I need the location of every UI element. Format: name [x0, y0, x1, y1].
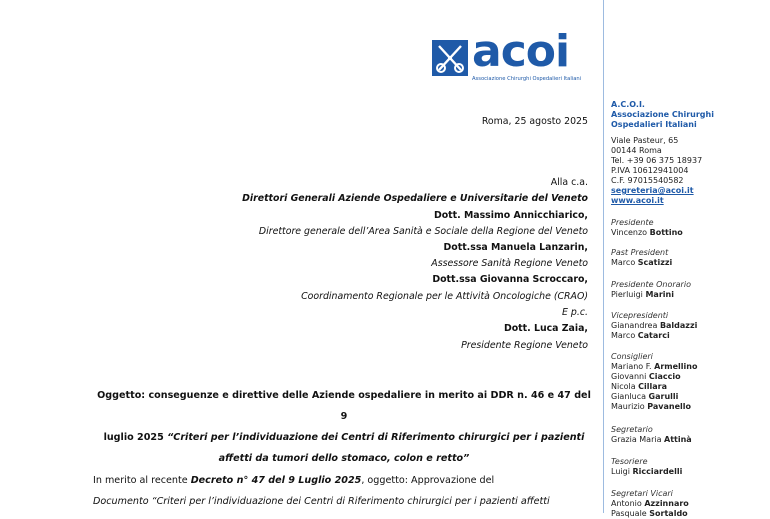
recipient-line: E p.c.: [562, 307, 588, 318]
subject-text: luglio 2025: [103, 432, 168, 443]
member-name: Giovanni Ciaccio: [611, 372, 681, 381]
body-line: [93, 491, 598, 512]
recipient-line: Assessore Sanità Regione Veneto: [431, 258, 588, 269]
body-paragraph: [93, 470, 598, 512]
address-line: Viale Pasteur, 65: [611, 136, 679, 145]
recipient-line: Dott.ssa Giovanna Scroccaro,: [432, 274, 588, 285]
role-title: Segretario: [611, 425, 653, 434]
recipient-line: Dott. Luca Zaia,: [503, 323, 588, 334]
recipient-line: Coordinamento Regionale per le Attività Oncologiche (CRAO): [301, 291, 588, 302]
logo-wordmark: acoi: [472, 26, 570, 77]
member-name: Vincenzo Bottino: [611, 228, 683, 237]
phone-number: Tel. +39 06 375 18937: [611, 156, 703, 165]
crossed-scissors-icon: [432, 40, 468, 76]
subject-line: Oggetto: conseguenze e direttive delle Aziende ospedaliere in merito ai DDR n. 46 e 47 del 9: [97, 390, 591, 422]
member-name: Marco Scatizzi: [611, 258, 673, 267]
subject-title: “Criteri per l’individuazione dei Centri di Riferimento chirurgici per i pazienti: [167, 432, 585, 443]
recipient-line: Presidente Regione Veneto: [461, 340, 588, 351]
role-title: Presidente Onorario: [611, 280, 691, 289]
body-text: In merito al recente: [93, 475, 191, 486]
member-name: Pierluigi Marini: [611, 290, 674, 299]
org-name-line: Associazione Chirurghi: [611, 110, 714, 119]
body-text: , oggetto: Approvazione del: [361, 475, 495, 486]
website-link[interactable]: www.acoi.it: [611, 196, 664, 205]
body-line: [93, 470, 598, 491]
vat-number: P.IVA 10612941004: [611, 166, 689, 175]
acoi-logo: [432, 26, 598, 86]
org-name-line: Ospedalieri Italiani: [611, 120, 697, 129]
member-name: Luigi Ricciardelli: [611, 467, 683, 476]
member-name: Maurizio Pavanello: [611, 402, 692, 411]
role-title: Past President: [611, 248, 669, 257]
attention-line: Alla c.a.: [550, 177, 588, 188]
member-name: Pasquale Sortaldo: [611, 509, 688, 518]
member-name: Grazia Maria Attinà: [611, 435, 692, 444]
role-title: Vicepresidenti: [611, 311, 669, 320]
address-line: 00144 Roma: [611, 146, 662, 155]
member-name: Gianluca Garulli: [611, 392, 679, 401]
subject-block: [93, 385, 595, 469]
recipient-line: Dott.ssa Manuela Lanzarin,: [443, 242, 588, 253]
decree-reference: Decreto n° 47 del 9 Luglio 2025: [190, 475, 362, 486]
logo-tagline: Associazione Chirurghi Ospedalieri Italiani: [472, 76, 582, 82]
sidebar-divider: [603, 0, 604, 513]
subject-title: affetti da tumori dello stomaco, colon e retto”: [218, 453, 470, 464]
place-date: Roma, 25 agosto 2025: [481, 116, 588, 127]
member-name: Marco Catarci: [611, 331, 670, 340]
email-link[interactable]: segreteria@acoi.it: [611, 186, 694, 195]
org-short-name: A.C.O.I.: [611, 100, 645, 109]
subject-line: [93, 448, 595, 469]
member-name: Gianandrea Baldazzi: [611, 321, 698, 330]
role-title: Segretari Vicari: [611, 489, 673, 498]
role-title: Presidente: [611, 218, 654, 227]
subject-line: [93, 427, 595, 448]
recipient-line: Dott. Massimo Annicchiarico,: [433, 210, 588, 221]
tax-code: C.F. 97015540582: [611, 176, 684, 185]
role-title: Consiglieri: [611, 352, 653, 361]
recipient-line: Direttore generale dell’Area Sanità e Sociale della Regione del Veneto: [258, 226, 588, 237]
member-name: Mariano F. Armellino: [611, 362, 698, 371]
body-text: Documento “Criteri per l’individuazione dei Centri di Riferimento chirurgici per i pazienti affetti: [93, 496, 550, 507]
role-title: Tesoriere: [611, 457, 648, 466]
recipient-line: Direttori Generali Aziende Ospedaliere e Universitarie del Veneto: [242, 193, 588, 204]
member-name: Antonio Azzinnaro: [611, 499, 689, 508]
member-name: Nicola Cillara: [611, 382, 668, 391]
